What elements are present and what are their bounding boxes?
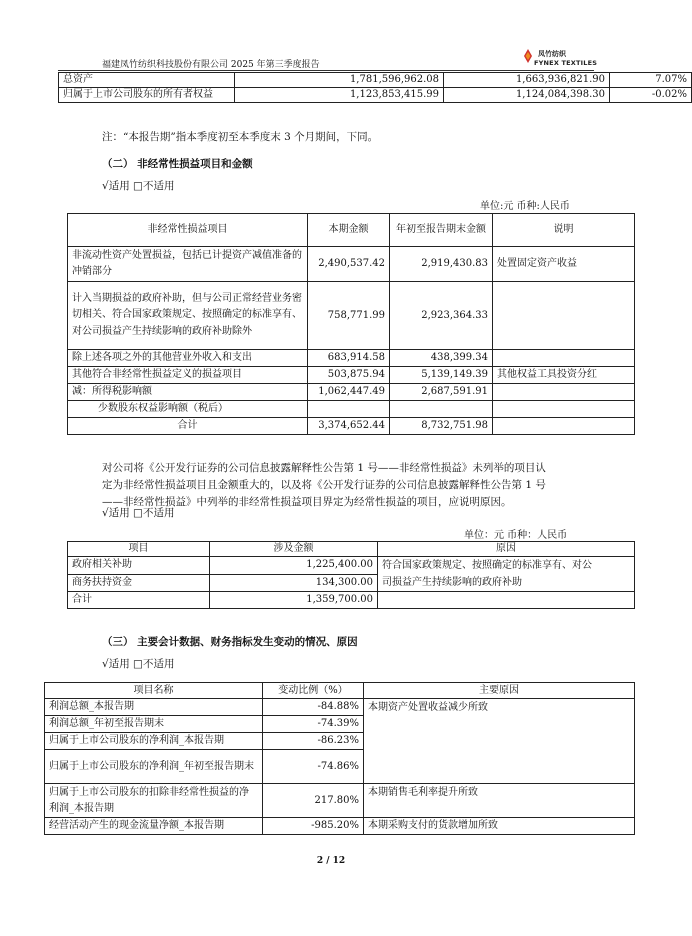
unit-label-2: 单位：元 币种：人民币 [464,530,568,541]
current-amount: 3,374,652.44 [308,418,390,435]
column-header: 本期金额 [308,214,390,247]
item-name: 非流动性资产处置损益，包括已计提资产减值准备的冲销部分 [68,247,308,282]
report-period-note: 注：“本报告期”指本季度初至本季度末 3 个月期间，下同。 [102,131,379,143]
column-header: 年初至报告期末金额 [390,214,493,247]
reason-line: 符合国家政策规定、按照确定的标准享有、对公 [382,560,592,571]
paragraph-line: 对公司将《公开发行证券的公司信息披露解释性公告第 1 号——非经常性损益》未列举的项目认 [102,462,546,474]
amount: 1,225,400.00 [210,557,378,575]
column-header: 非经常性损益项目 [68,214,308,247]
item-name: 归属于上市公司股东的净利润_年初至报告期末 [45,750,263,784]
table-total-row [68,592,635,609]
item-name: 其他符合非经常性损益定义的损益项目 [68,367,308,384]
ytd-amount: 438,399.34 [390,350,493,367]
reason-cell: 本期采购支付的货款增加所致 [364,818,635,835]
change-ratio: -74.39% [263,716,364,733]
column-header: 项目 [68,542,210,557]
change-ratio: -985.20% [263,818,364,835]
applicable-checkbox-2: √适用 □不适用 [102,507,175,519]
paragraph-line: 定为非经常性损益项目且金额重大的，以及将《公开发行证券的公司信息披露解释性公告第 1 号 [102,479,546,491]
applicable-checkbox-1: √适用 □不适用 [102,180,175,192]
current-value: 1,781,596,962.08 [235,73,444,88]
recurring-reclass-table [67,541,635,609]
non-recurring-table [67,213,635,435]
page-number: 2 / 12 [316,856,346,866]
table-row [45,818,635,835]
company-logo [518,48,598,70]
change-ratio: -86.23% [263,733,364,750]
table-row [68,282,635,350]
table-row [68,350,635,367]
change-ratio: 7.07% [610,73,692,88]
column-header: 原因 [378,542,635,557]
item-name: 除上述各项之外的其他营业外收入和支出 [68,350,308,367]
column-header: 主要原因 [364,683,635,699]
table-header-row [68,214,635,247]
header-divider [58,70,594,71]
explanation-paragraph [102,460,602,511]
row-label: 归属于上市公司股东的所有者权益 [59,88,235,103]
reason-cell: 本期销售毛利率提升所致 [364,784,635,818]
item-name: 利润总额_本报告期 [45,699,263,716]
item-description [493,282,635,350]
table-row [45,784,635,818]
table-row [45,699,635,716]
current-value: 1,123,853,415.99 [235,88,444,103]
table-row [68,247,635,282]
ytd-amount: 2,919,430.83 [390,247,493,282]
item-name: 合计 [68,592,210,609]
item-description [493,401,635,418]
reason-line: 司损益产生持续影响的政府补助 [382,577,522,588]
change-ratio: 217.80% [263,784,364,818]
item-name: 合计 [68,418,308,435]
table-header-row [68,542,635,557]
change-ratio: -84.88% [263,699,364,716]
current-amount: 683,914.58 [308,350,390,367]
section-title-changes: （三） 主要会计数据、财务指标发生变动的情况、原因 [102,636,358,648]
row-label: 总资产 [59,73,235,88]
balance-summary-table [58,72,692,103]
previous-value: 1,663,936,821.90 [444,73,610,88]
amount: 1,359,700.00 [210,592,378,609]
ytd-amount [390,401,493,418]
item-description [493,384,635,401]
ytd-amount: 8,732,751.98 [390,418,493,435]
item-description [493,418,635,435]
previous-value: 1,124,084,398.30 [444,88,610,103]
table-row [59,88,692,103]
applicable-checkbox-3: √适用 □不适用 [102,658,175,670]
item-name: 减：所得税影响额 [68,384,308,401]
ytd-amount: 2,923,364.33 [390,282,493,350]
item-name: 归属于上市公司股东的扣除非经常性损益的净利润_本报告期 [45,784,263,818]
item-description: 处置固定资产收益 [493,247,635,282]
amount: 134,300.00 [210,574,378,592]
reason-cell [378,557,635,592]
reason-cell [378,592,635,609]
table-row [59,73,692,88]
current-amount: 2,490,537.42 [308,247,390,282]
unit-label-1: 单位:元 币种:人民币 [480,201,570,212]
table-header-row [45,683,635,699]
column-header: 涉及金额 [210,542,378,557]
table-row [68,384,635,401]
change-ratio: -74.86% [263,750,364,784]
table-row [68,367,635,384]
item-name: 少数股东权益影响额（税后） [68,401,308,418]
logo-chinese-name: 凤竹纺织 [538,49,566,58]
ytd-amount: 2,687,591.91 [390,384,493,401]
ytd-amount: 5,139,149.39 [390,367,493,384]
item-name: 经营活动产生的现金流量净额_本报告期 [45,818,263,835]
paragraph-line: ——非经常性损益》中列举的非经常性损益项目界定为经常性损益的项目，应说明原因。 [102,496,512,508]
current-amount [308,401,390,418]
item-name: 利润总额_年初至报告期末 [45,716,263,733]
reason-cell: 本期资产处置收益减少所致 [364,699,635,784]
column-header: 说明 [493,214,635,247]
item-name: 归属于上市公司股东的净利润_本报告期 [45,733,263,750]
item-name: 政府相关补助 [68,557,210,575]
table-row [68,401,635,418]
logo-english-name: FYNEX TEXTILES [534,59,598,67]
current-amount: 503,875.94 [308,367,390,384]
column-header: 项目名称 [45,683,263,699]
report-header-title: 福建凤竹纺织科技股份有限公司 2025 年第三季度报告 [102,60,320,70]
item-name: 计入当期损益的政府补助，但与公司正常经营业务密切相关、符合国家政策规定、按照确定的标准享有、对公司损益产生持续影响的政府补助除外 [68,282,308,350]
item-name: 商务扶持资金 [68,574,210,592]
current-amount: 1,062,447.49 [308,384,390,401]
item-description: 其他权益工具投资分红 [493,367,635,384]
financial-changes-table [44,682,635,835]
section-title-non-recurring: （二） 非经常性损益项目和金额 [102,158,253,170]
current-amount: 758,771.99 [308,282,390,350]
table-row [68,557,635,575]
column-header: 变动比例（%） [263,683,364,699]
change-ratio: -0.02% [610,88,692,103]
item-description [493,350,635,367]
table-total-row [68,418,635,435]
